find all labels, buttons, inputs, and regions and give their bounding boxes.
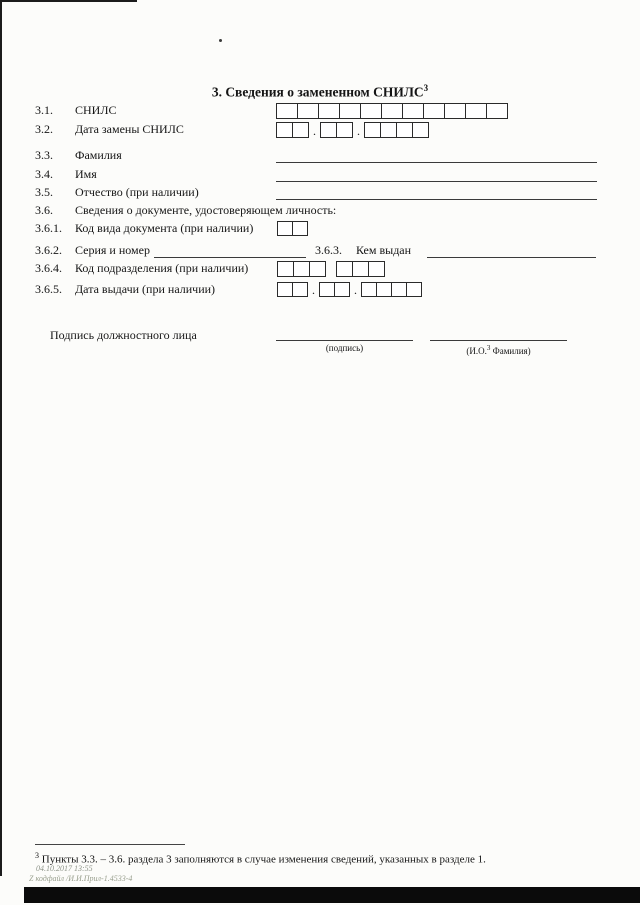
form-cell [319, 282, 335, 297]
form-row-name [0, 166, 640, 184]
form-cell [412, 122, 429, 138]
series-number-fill-line [154, 257, 306, 258]
form-cell [292, 122, 309, 138]
patronymic-fill-line [276, 199, 597, 200]
form-cell [444, 103, 466, 119]
item-number: 3.6.2. [35, 243, 62, 257]
form-cell [376, 282, 392, 297]
field-label: Фамилия [75, 148, 122, 162]
scan-bottom-bar [24, 887, 640, 903]
signature-line [276, 340, 413, 341]
form-cell [381, 103, 403, 119]
form-cell [277, 261, 294, 277]
form-cell [336, 122, 353, 138]
form-cell [391, 282, 407, 297]
day-cells [276, 122, 309, 138]
section-title [0, 83, 640, 101]
form-cell [352, 261, 369, 277]
form-cell [406, 282, 422, 297]
form-cell [276, 103, 298, 119]
replace-date-cells [276, 122, 429, 138]
form-cell [402, 103, 424, 119]
subdivision-cells-b [336, 261, 385, 277]
form-cell [361, 282, 377, 297]
scan-speck [219, 39, 222, 42]
form-cell [364, 122, 381, 138]
field-label: Отчество (при наличии) [75, 185, 199, 199]
item-number: 3.4. [35, 167, 53, 181]
form-cell [292, 282, 308, 297]
name-line [430, 340, 567, 341]
form-cell [277, 282, 293, 297]
field-label: Имя [75, 167, 97, 181]
name-caption-pre: (И.О. [466, 346, 487, 356]
form-cell [297, 103, 319, 119]
doc-code-cells [277, 221, 308, 236]
form-row-patronymic [0, 184, 640, 202]
field-label: Серия и номер [75, 243, 150, 257]
form-row-snils [0, 102, 640, 120]
field-label: Дата выдачи (при наличии) [75, 282, 216, 296]
form-row-subdivision [0, 260, 640, 278]
form-cell [339, 103, 361, 119]
day-cells [277, 282, 308, 297]
item-number: 3.6.3. [315, 243, 342, 257]
item-number: 3.6.4. [35, 261, 62, 275]
footnote-rule [35, 844, 185, 845]
form-cell [320, 122, 337, 138]
signature-block [0, 327, 640, 357]
field-label: Сведения о документе, удостоверяющем личность: [75, 203, 337, 217]
form-cell [318, 103, 340, 119]
form-row-doc-section [0, 202, 640, 220]
scan-edge-top [0, 0, 137, 2]
footnote-text: Пункты 3.3. – 3.6. раздела 3 заполняются в случае изменения сведений, указанных в разделе 1. [39, 853, 486, 866]
surname-fill-line [276, 162, 597, 163]
item-number: 3.5. [35, 185, 53, 199]
name-caption [430, 343, 567, 356]
name-fill-line [276, 181, 597, 182]
form-cell [336, 261, 353, 277]
form-cell [380, 122, 397, 138]
signature-label: Подпись должностного лица [50, 328, 197, 342]
form-cell [292, 221, 308, 236]
issue-date-cells [277, 282, 422, 297]
field-label: Кем выдан [356, 243, 412, 257]
form-cell [276, 122, 293, 138]
field-label: Дата замены СНИЛС [75, 122, 184, 136]
item-number: 3.6.1. [35, 221, 62, 235]
item-number: 3.6. [35, 203, 53, 217]
field-label: Код вида документа (при наличии) [75, 221, 254, 235]
month-cells [320, 122, 353, 138]
form-cell [334, 282, 350, 297]
scan-stamp-datetime: 04.10.2017 13:55 [36, 864, 93, 873]
form-cell [396, 122, 413, 138]
title-footnote-ref: 3 [423, 83, 429, 93]
name-caption-post: Фамилия) [490, 346, 531, 356]
subdivision-cells [277, 261, 385, 277]
form-row-series-issued [0, 242, 640, 260]
field-label: СНИЛС [75, 103, 117, 117]
footnote-marker: 3 [35, 851, 39, 860]
year-cells [364, 122, 429, 138]
form-cell [277, 221, 293, 236]
date-separator: . [312, 283, 315, 297]
item-number: 3.3. [35, 148, 53, 162]
date-separator: . [313, 124, 316, 138]
form-cell [309, 261, 326, 277]
form-cell [465, 103, 487, 119]
form-row-issue-date [0, 281, 640, 299]
issued-by-fill-line [427, 257, 596, 258]
date-separator: . [354, 283, 357, 297]
year-cells [361, 282, 422, 297]
snils-cells [276, 103, 508, 119]
month-cells [319, 282, 350, 297]
subdivision-cells-a [277, 261, 326, 277]
item-number: 3.6.5. [35, 282, 62, 296]
form-cell [360, 103, 382, 119]
form-cell [368, 261, 385, 277]
form-cell [423, 103, 445, 119]
footnote [35, 849, 605, 867]
form-row-doc-code [0, 220, 640, 238]
item-number: 3.2. [35, 122, 53, 136]
form-cell [486, 103, 508, 119]
scan-stamp-fileref: Z кодфайл /И.И.Прил-1.4533-4 [29, 874, 133, 883]
signature-caption: (подпись) [325, 343, 364, 353]
section-title-text: 3. Сведения о замененном СНИЛС [211, 84, 424, 100]
form-row-replace-date [0, 121, 640, 139]
form-row-surname [0, 147, 640, 165]
item-number: 3.1. [35, 103, 53, 117]
name-caption-footnote-ref: 3 [486, 344, 491, 352]
date-separator: . [357, 124, 360, 138]
field-label: Код подразделения (при наличии) [75, 261, 249, 275]
form-cell [293, 261, 310, 277]
